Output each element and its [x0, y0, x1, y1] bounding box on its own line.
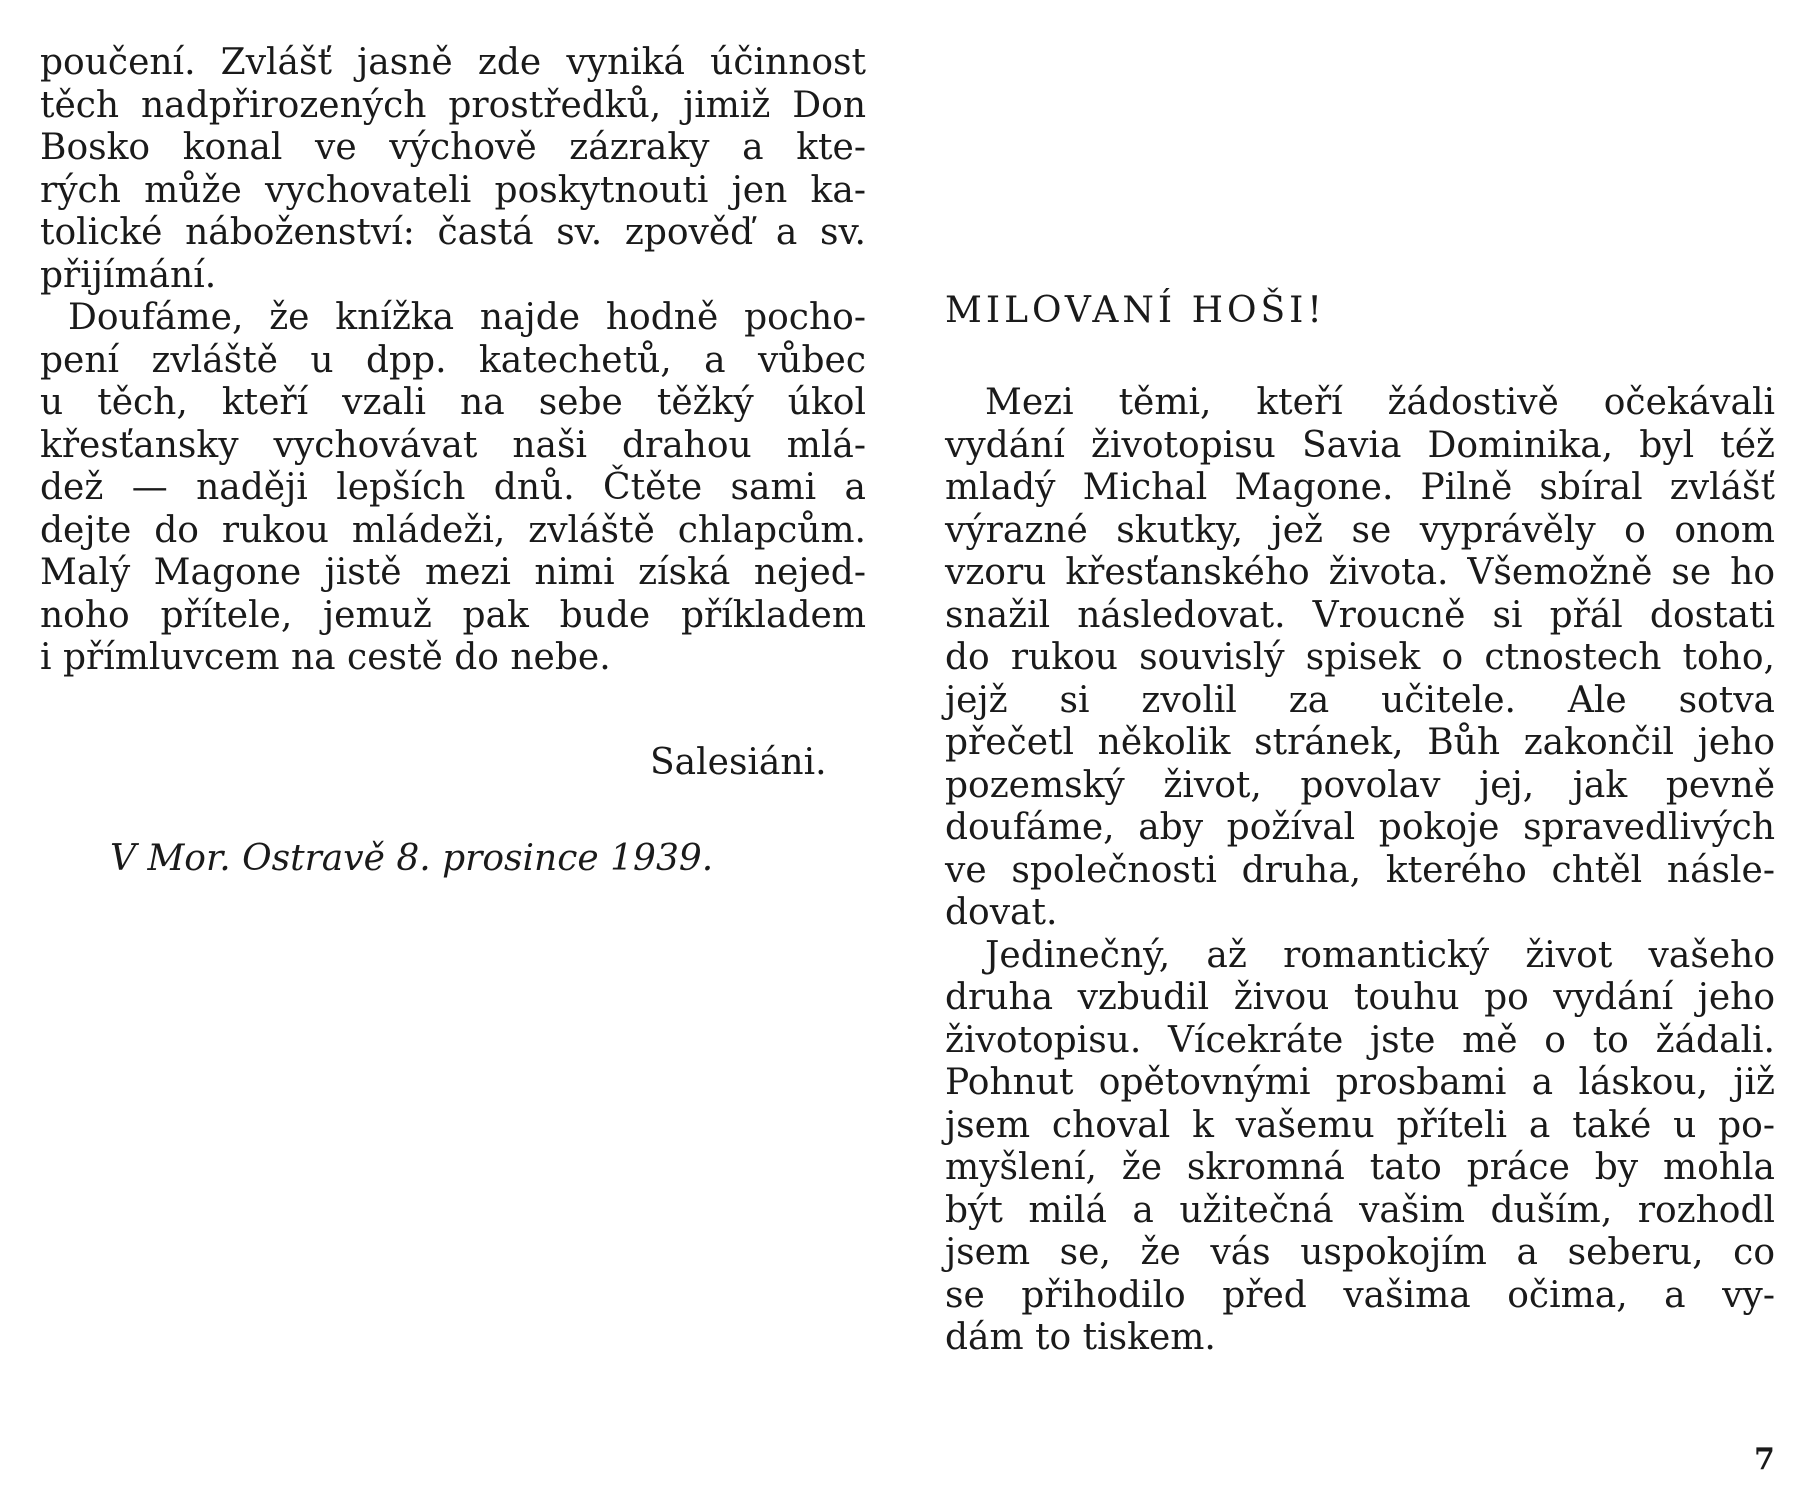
- text-line: druha vzbudil živou touhu po vydání jeho: [945, 977, 1775, 1018]
- right-page-text: [945, 382, 1775, 1360]
- text-line: mladý Michal Magone. Pilně sbíral zvlášť: [945, 467, 1775, 508]
- left-paragraph-1: [40, 42, 866, 297]
- text-line: vydání životopisu Savia Dominika, byl též: [945, 424, 1775, 466]
- text-line: výrazné skutky, jež se vyprávěly o onom: [945, 509, 1775, 551]
- signature: Salesiáni.: [650, 742, 827, 783]
- left-paragraph-2: [40, 297, 866, 340]
- text-line: se přihodilo před vašima očima, a vy-: [945, 1274, 1775, 1316]
- section-heading: MILOVANÍ HOŠI!: [945, 290, 1326, 331]
- page-number: 7: [1754, 1442, 1775, 1477]
- text-line: noho přítele, jemuž pak bude příkladem: [40, 594, 866, 636]
- text-line: myšlení, že skromná tato práce by mohla: [945, 1147, 1775, 1188]
- text-line: dejte do rukou mládeži, zvláště chlapcům.: [40, 509, 866, 551]
- text-line: dám to tiskem.: [945, 1317, 1216, 1358]
- text-line: Jedinečný, až romantický život vašeho: [985, 934, 1775, 976]
- text-line: těch nadpřirozených prostředků, jimiž Don: [40, 84, 866, 126]
- text-line: vzoru křesťanského života. Všemožně se ho: [945, 552, 1775, 593]
- right-paragraph-1-first: [945, 382, 1775, 425]
- text-line: ve společnosti druha, kterého chtěl násle-: [945, 849, 1775, 891]
- text-line: u těch, kteří vzali na sebe těžký úkol: [40, 382, 866, 423]
- text-line: do rukou souvislý spisek o ctnostech toho,: [945, 637, 1775, 678]
- text-line: jsem se, že vás uspokojím a seberu, co: [945, 1232, 1775, 1273]
- text-line: Doufáme, že knížka najde hodně pocho-: [68, 297, 866, 338]
- text-line: Pohnut opětovnými prosbami a láskou, již: [945, 1062, 1775, 1103]
- right-paragraph-2-first: [945, 935, 1775, 978]
- text-line: Bosko konal ve výchově zázraky a kte-: [40, 127, 866, 168]
- text-line: přijímání.: [40, 254, 217, 296]
- text-line: Malý Magone jistě mezi nimi získá nejed-: [40, 552, 866, 593]
- right-paragraph-2: [945, 977, 1775, 1360]
- text-line: pení zvláště u dpp. katechetů, a vůbec: [40, 339, 866, 381]
- dateline: V Mor. Ostravě 8. prosince 1939.: [110, 838, 714, 879]
- text-line: Mezi těmi, kteří žádostivě očekávali: [985, 382, 1775, 423]
- text-line: pozemský život, povolav jej, jak pevně: [945, 764, 1775, 806]
- text-line: dež — naději lepších dnů. Čtěte sami a: [40, 467, 866, 508]
- text-line: dovat.: [945, 892, 1058, 933]
- text-line: doufáme, aby požíval pokoje spravedlivých: [945, 807, 1775, 848]
- text-line: i přímluvcem na cestě do nebe.: [40, 637, 611, 678]
- text-line: tolické náboženství: častá sv. zpověď a sv.: [40, 212, 866, 253]
- text-line: rých může vychovateli poskytnouti jen ka-: [40, 169, 866, 211]
- left-page-text: [40, 42, 866, 680]
- text-line: jsem choval k vašemu příteli a také u po-: [945, 1104, 1775, 1146]
- right-paragraph-1: [945, 425, 1775, 935]
- text-line: životopisu. Vícekráte jste mě o to žádali.: [945, 1019, 1775, 1061]
- text-line: snažil následovat. Vroucně si přál dostati: [945, 594, 1775, 636]
- text-line: křesťansky vychovávat naši drahou mlá-: [40, 424, 866, 466]
- text-line: přečetl několik stránek, Bůh zakončil jeho: [945, 722, 1775, 763]
- left-paragraph-2-body: [40, 340, 866, 680]
- text-line: poučení. Zvlášť jasně zde vyniká účinnost: [40, 42, 866, 83]
- text-line: jejž si zvolil za učitele. Ale sotva: [945, 679, 1775, 721]
- text-line: být milá a užitečná vašim duším, rozhodl: [945, 1189, 1775, 1231]
